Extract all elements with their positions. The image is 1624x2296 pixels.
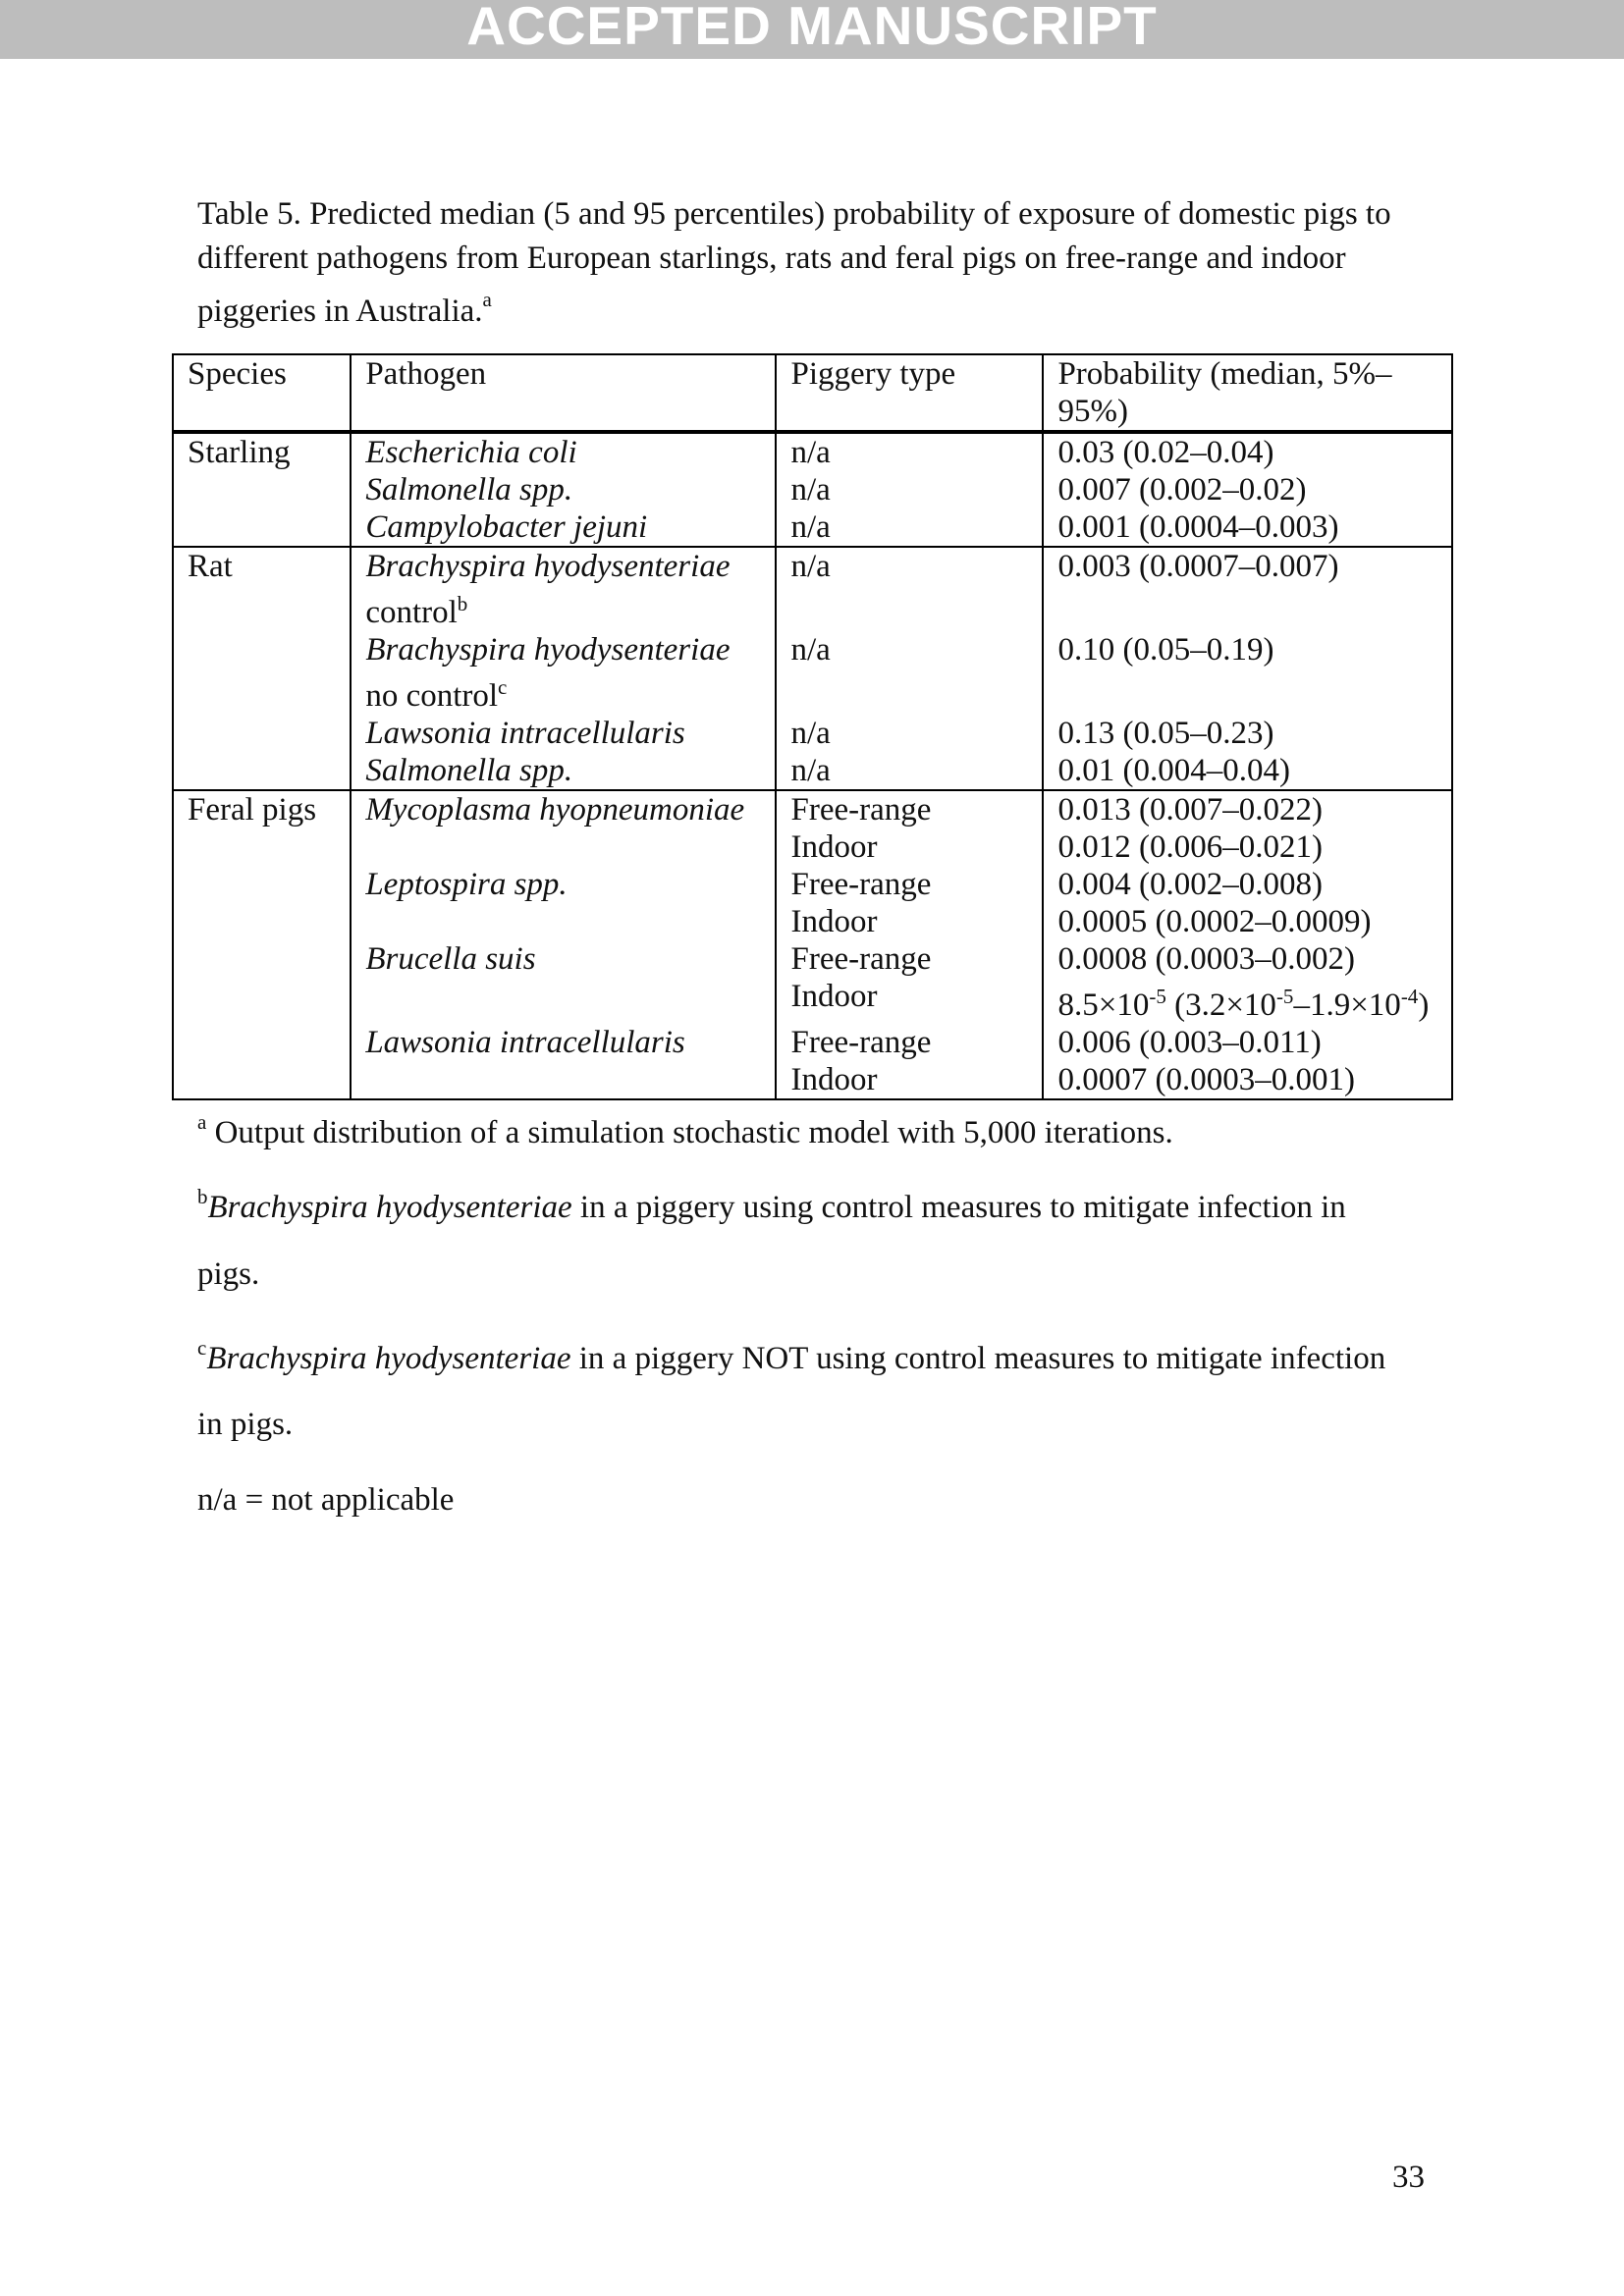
header-species: Species xyxy=(173,354,351,432)
exponent: -5 xyxy=(1275,985,1294,1008)
species-cell xyxy=(173,828,351,866)
probability-cell: 0.012 (0.006–0.021) xyxy=(1043,828,1452,866)
probability-cell: 0.01 (0.004–0.04) xyxy=(1043,752,1452,790)
footnote-b-mark: b xyxy=(197,1185,208,1208)
probability-cell: 0.007 (0.002–0.02) xyxy=(1043,471,1452,508)
probability-cell: 0.13 (0.05–0.23) xyxy=(1043,715,1452,752)
table-row xyxy=(173,866,1452,903)
footnote-c-line2: in pigs. xyxy=(197,1407,294,1442)
pathogen-cell xyxy=(351,508,776,547)
page-number: 33 xyxy=(1392,2160,1425,2195)
pathogen-name: Lawsonia intracellularis xyxy=(365,716,685,751)
species-cell: Rat xyxy=(173,547,351,631)
caption-footnote-mark: a xyxy=(482,288,492,311)
table-row xyxy=(173,715,1452,752)
footnote-c xyxy=(197,1330,1385,1378)
pathogen-name: Mycoplasma hyopneumoniae xyxy=(365,792,745,828)
piggery-type-cell: Indoor xyxy=(776,1061,1043,1099)
piggery-type-cell: Free-range xyxy=(776,866,1043,903)
species-cell: Starling xyxy=(173,432,351,471)
species-cell xyxy=(173,903,351,940)
footnote-b-line1: in a piggery using control measures to mitigate infection in xyxy=(571,1190,1346,1225)
table-row xyxy=(173,471,1452,508)
pathogen-cell xyxy=(351,432,776,471)
table-caption xyxy=(197,192,1435,334)
pathogen-name: Brachyspira hyodysenteriae xyxy=(365,549,731,584)
pathogen-cell xyxy=(351,940,776,978)
footnote-mark: c xyxy=(498,675,508,699)
probability-cell xyxy=(1043,978,1452,1024)
table-row xyxy=(173,790,1452,828)
exponent: -5 xyxy=(1149,985,1166,1008)
probability-cell: 0.003 (0.0007–0.007) xyxy=(1043,547,1452,631)
footnote-a-mark: a xyxy=(197,1110,207,1134)
pathogen-name: Escherichia coli xyxy=(365,435,577,470)
pathogen-cell xyxy=(351,978,776,1024)
table-row xyxy=(173,752,1452,790)
footnote-mark: b xyxy=(457,592,468,615)
piggery-type-cell: n/a xyxy=(776,547,1043,631)
probability-cell: 0.0005 (0.0002–0.0009) xyxy=(1043,903,1452,940)
pathogen-cell xyxy=(351,903,776,940)
probability-text: –1.9×10 xyxy=(1293,988,1401,1023)
probability-text: (3.2×10 xyxy=(1165,988,1276,1023)
pathogen-name: Brucella suis xyxy=(365,941,536,977)
table-row xyxy=(173,828,1452,866)
table-row xyxy=(173,508,1452,547)
pathogen-cell xyxy=(351,828,776,866)
probability-text: ) xyxy=(1418,988,1430,1023)
probability-cell: 0.0007 (0.0003–0.001) xyxy=(1043,1061,1452,1099)
piggery-type-cell: Indoor xyxy=(776,978,1043,1024)
species-cell xyxy=(173,715,351,752)
table-row xyxy=(173,547,1452,631)
footnote-a xyxy=(197,1104,1173,1152)
pathogen-cell xyxy=(351,471,776,508)
species-cell xyxy=(173,752,351,790)
piggery-type-cell: n/a xyxy=(776,471,1043,508)
footnote-c-line1: in a piggery NOT using control measures to mitigate infection xyxy=(570,1341,1386,1376)
pathogen-name: Lawsonia intracellularis xyxy=(365,1025,685,1060)
pathogen-qualifier: no control xyxy=(365,678,499,714)
species-cell xyxy=(173,631,351,715)
species-cell xyxy=(173,866,351,903)
table-header-row xyxy=(173,354,1452,432)
probability-cell: 0.004 (0.002–0.008) xyxy=(1043,866,1452,903)
piggery-type-cell: n/a xyxy=(776,715,1043,752)
table-row xyxy=(173,940,1452,978)
piggery-type-cell: Indoor xyxy=(776,903,1043,940)
table-row xyxy=(173,1024,1452,1061)
piggery-type-cell: n/a xyxy=(776,508,1043,547)
piggery-type-cell: n/a xyxy=(776,432,1043,471)
pathogen-cell xyxy=(351,790,776,828)
footnote-a-text: Output distribution of a simulation stochastic model with 5,000 iterations. xyxy=(206,1115,1173,1150)
probability-cell: 0.10 (0.05–0.19) xyxy=(1043,631,1452,715)
pathogen-name: Leptospira spp. xyxy=(365,867,568,902)
caption-text: Table 5. Predicted median (5 and 95 percentiles) probability of exposure of domestic pigs to different pathogens from European starlings, rats and feral pigs on free-range and indoor piggeries in Australia. xyxy=(197,196,1391,329)
table-row xyxy=(173,903,1452,940)
table-row xyxy=(173,432,1452,471)
pathogen-cell xyxy=(351,715,776,752)
pathogen-cell xyxy=(351,631,776,715)
header-pathogen: Pathogen xyxy=(351,354,776,432)
probability-cell: 0.0008 (0.0003–0.002) xyxy=(1043,940,1452,978)
probability-cell: 0.001 (0.0004–0.003) xyxy=(1043,508,1452,547)
footnote-na: n/a = not applicable xyxy=(197,1482,455,1518)
species-cell xyxy=(173,471,351,508)
species-cell: Feral pigs xyxy=(173,790,351,828)
species-cell xyxy=(173,1061,351,1099)
footnote-b-italic: Brachyspira hyodysenteriae xyxy=(207,1190,572,1225)
pathogen-name: Campylobacter jejuni xyxy=(365,509,648,545)
footnote-c-italic: Brachyspira hyodysenteriae xyxy=(206,1341,571,1376)
pathogen-name: Brachyspira hyodysenteriae xyxy=(365,632,731,667)
results-table xyxy=(172,353,1453,1100)
footnote-b-line2: pigs. xyxy=(197,1256,260,1292)
pathogen-name: Salmonella spp. xyxy=(365,753,573,788)
piggery-type-cell: n/a xyxy=(776,752,1043,790)
footnote-c-mark: c xyxy=(197,1336,207,1360)
accepted-manuscript-banner xyxy=(0,0,1624,59)
pathogen-cell xyxy=(351,866,776,903)
piggery-type-cell: Free-range xyxy=(776,1024,1043,1061)
exponent: -4 xyxy=(1400,985,1419,1008)
header-piggery-type: Piggery type xyxy=(776,354,1043,432)
species-cell xyxy=(173,940,351,978)
species-cell xyxy=(173,978,351,1024)
header-probability: Probability (median, 5%–95%) xyxy=(1043,354,1452,432)
table-row xyxy=(173,978,1452,1024)
species-cell xyxy=(173,1024,351,1061)
footnote-b xyxy=(197,1179,1346,1227)
pathogen-qualifier: control xyxy=(365,595,458,630)
banner-text: ACCEPTED MANUSCRIPT xyxy=(466,0,1158,56)
pathogen-cell xyxy=(351,752,776,790)
species-cell xyxy=(173,508,351,547)
piggery-type-cell: Indoor xyxy=(776,828,1043,866)
probability-text: 8.5×10 xyxy=(1057,988,1150,1023)
pathogen-cell xyxy=(351,547,776,631)
piggery-type-cell: n/a xyxy=(776,631,1043,715)
piggery-type-cell: Free-range xyxy=(776,790,1043,828)
pathogen-cell xyxy=(351,1024,776,1061)
pathogen-name: Salmonella spp. xyxy=(365,472,573,507)
probability-cell: 0.006 (0.003–0.011) xyxy=(1043,1024,1452,1061)
table-row xyxy=(173,1061,1452,1099)
probability-cell: 0.03 (0.02–0.04) xyxy=(1043,432,1452,471)
table-row xyxy=(173,631,1452,715)
table-body xyxy=(173,432,1452,1099)
piggery-type-cell: Free-range xyxy=(776,940,1043,978)
probability-cell: 0.013 (0.007–0.022) xyxy=(1043,790,1452,828)
pathogen-cell xyxy=(351,1061,776,1099)
